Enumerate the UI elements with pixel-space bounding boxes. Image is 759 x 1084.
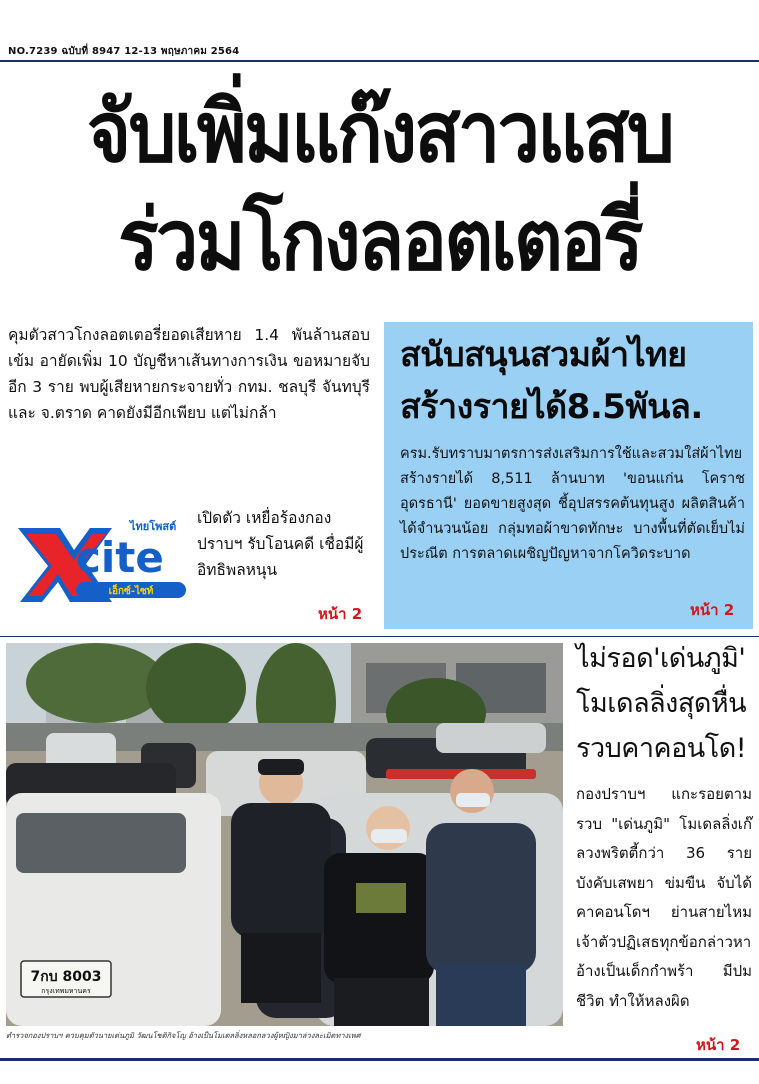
license-plate-text: 7กบ 8003 bbox=[30, 969, 102, 985]
bottom-rule bbox=[0, 1058, 759, 1061]
side-page-ref[interactable]: หน้า 2 bbox=[696, 1036, 741, 1054]
side-story-text: กองปราบฯ แกะรอยตามรวบ "เด่นภูมิ" โมเดลลิ่งเก๊ลวงพริตตี้กว่า 36 ราย บังคับเสพยา ข่มขืน จับได้คาคอนโดฯ ย่านสายไหม เจ้าตัวปฏิเสธทุกข้อกล่าวหา อ้างเป็นเด็กกำพร้า มีปมชีวิต ทำให้หลงผิด bbox=[576, 785, 752, 1010]
feature-page-ref[interactable]: หน้า 2 bbox=[690, 601, 735, 619]
side-title-line-2: โมเดลลิ่งสุดหื่น bbox=[576, 688, 747, 719]
headline-line-1: จับเพิ่มแก๊งสาวแสบ bbox=[86, 83, 673, 181]
svg-text:cite: cite bbox=[76, 533, 164, 582]
issue-info: NO.7239 ฉบับที่ 8947 12-13 พฤษภาคม 2564 bbox=[8, 46, 240, 57]
side-title-line-1: ไม่รอด'เด่นภูมิ' bbox=[576, 643, 746, 674]
headline-line-2: ร่วมโกงลอตเตอรี่ bbox=[118, 191, 641, 289]
feature-body: ครม.รับทราบมาตรการส่งเสริมการใช้และสวมใส่ผ้าไทยสร้างรายได้ 8,511 ล้านบาท 'ขอนแก่น โคราช อุดรธานี' ยอดขายสูงสุด ชี้อุปสรรคต้นทุนสูง ผลิตสินค้าได้จำนวนน้อย กลุ่มทอผ้าขาดทักษะ บางพื้นที่ตัดเย็บไม่ประณีต การตลาดเผชิญปัญหาจากโควิดระบาด bbox=[400, 446, 745, 562]
lead-story-text-continued: เปิดตัว เหยื่อร้องกองปราบฯ รับโอนคดี เชื่อมีผู้อิทธิพลหนุน bbox=[197, 509, 364, 579]
lead-story-text: คุมตัวสาวโกงลอตเตอรี่ยอดเสียหาย 1.4 พันล้านสอบเข้ม อายัดเพิ่ม 10 บัญชีหาเส้นทางการเงิน ขอหมายจับอีก 3 ราย พบผู้เสียหายกระจายทั่ว กทม. ชลบุรี จันทบุรี และ จ.ตราด คาดยังมีอีกเพียบ แต่ไม่กล้า bbox=[8, 326, 370, 422]
feature-title-line-2: สร้างรายได้8.5พันล. bbox=[400, 387, 703, 427]
side-title-line-3: รวบคาคอนโด! bbox=[576, 733, 747, 764]
photo-caption: ตำรวจกองปราบฯ ควบคุมตัวนายเด่นภูมิ วัฒนโชติกิจโญ อ้างเป็นโมเดลลิ่งหลอกลวงผู้หญิงมาล่วงละเมิดทางเพศ bbox=[6, 1031, 361, 1040]
feature-title-line-1: สนับสนุนสวมผ้าไทย bbox=[400, 335, 687, 375]
lead-page-ref[interactable]: หน้า 2 bbox=[318, 605, 363, 623]
news-photo bbox=[6, 643, 563, 1026]
middle-rule bbox=[0, 636, 759, 637]
logo-thaipost-text: ไทยโพสต์ bbox=[130, 520, 177, 533]
top-rule bbox=[0, 60, 759, 62]
logo-sub-text: เอ็กซ์-ไซท์ bbox=[108, 586, 154, 597]
xcite-logo bbox=[12, 510, 190, 610]
license-plate-province: กรุงเทพมหานคร bbox=[41, 987, 91, 995]
